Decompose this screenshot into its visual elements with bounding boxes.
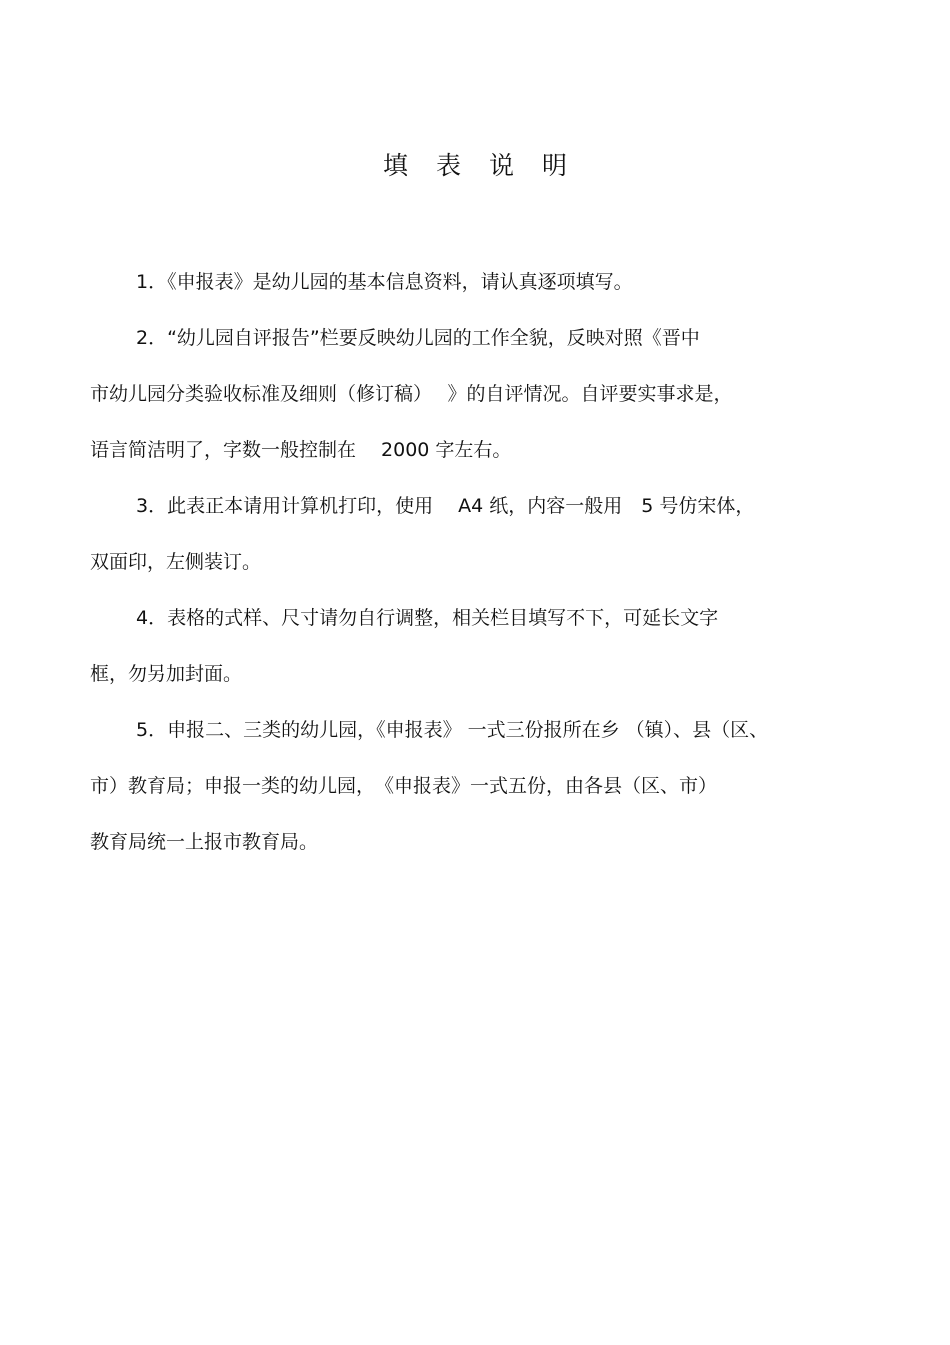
instruction-4-line-2: 框，勿另加封面。 <box>90 663 243 685</box>
instruction-1-line-1: 1．《申报表》是幼儿园的基本信息资料，请认真逐项填写。 <box>136 271 633 293</box>
title-char: 表 <box>435 151 461 180</box>
title-char: 明 <box>542 151 568 180</box>
instruction-2-line-3: 语言简洁明了，字数一般控制在 2000 字左右。 <box>90 439 512 461</box>
instruction-2-line-1: 2．“幼儿园自评报告”栏要反映幼儿园的工作全貌，反映对照《晋中 <box>136 327 700 349</box>
instruction-3-line-1: 3．此表正本请用计算机打印，使用 A4 纸，内容一般用 5 号仿宋体， <box>136 495 755 517</box>
instruction-2-line-2: 市幼儿园分类验收标准及细则（修订稿） 》的自评情况。自评要实事求是， <box>90 383 733 405</box>
instruction-4-line-1: 4．表格的式样、尺寸请勿自行调整，相关栏目填写不下，可延长文字 <box>136 607 719 629</box>
instruction-5-line-1: 5．申报二、三类的幼儿园，《申报表》 一式三份报所在乡 （镇）、县（区、 <box>136 719 769 741</box>
instruction-3-line-2: 双面印，左侧装订。 <box>90 551 262 573</box>
title-char: 说 <box>489 151 515 180</box>
title-char: 填 <box>382 151 408 180</box>
instruction-5-line-3: 教育局统一上报市教育局。 <box>90 831 319 853</box>
instruction-5-line-2: 市）教育局；申报一类的幼儿园， 《申报表》一式五份，由各县（区、市） <box>90 775 718 797</box>
document-title <box>0 148 950 184</box>
